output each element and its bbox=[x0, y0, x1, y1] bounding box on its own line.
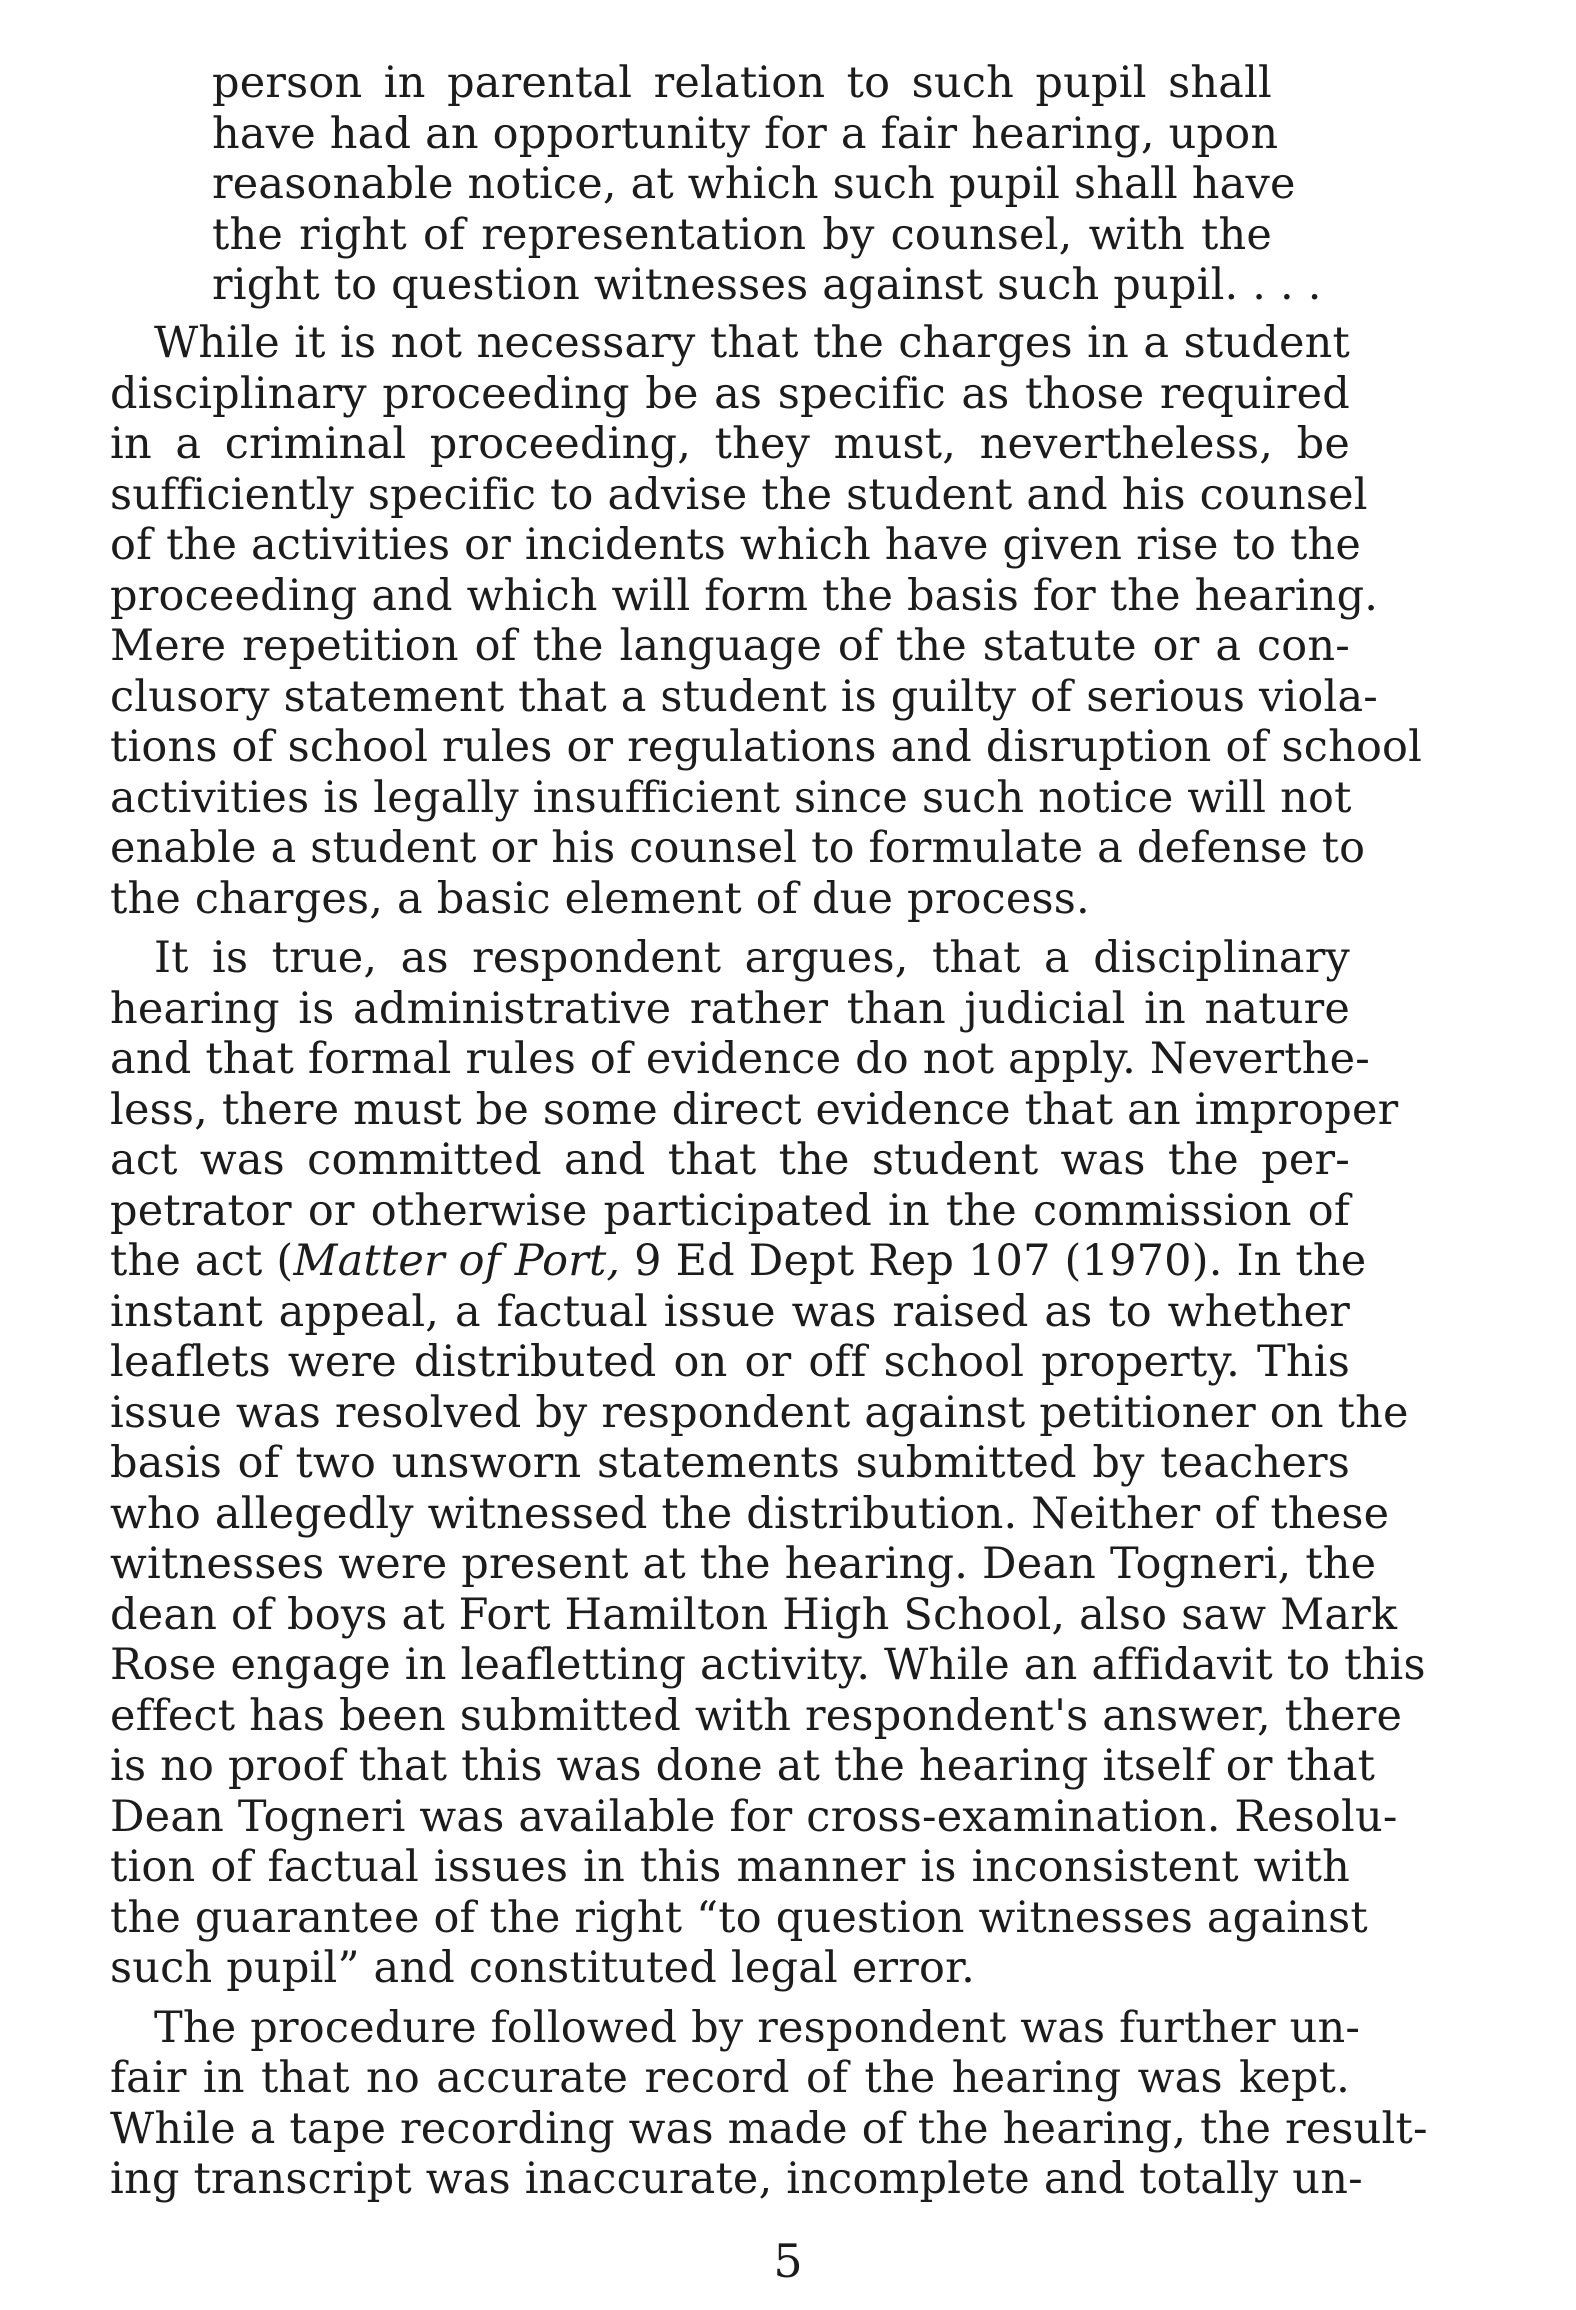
paragraph-evidence-requirement bbox=[110, 933, 1426, 1994]
paragraph-line: Dean Togneri was available for cross-examination. Resolu- bbox=[110, 1791, 1398, 1842]
paragraph-line: ing transcript was inaccurate, incomplete and totally un- bbox=[110, 2154, 1363, 2204]
quote-line: reasonable notice, at which such pupil shall have bbox=[212, 159, 1296, 209]
page-number: 5 bbox=[773, 2234, 803, 2288]
citation-prefix: the act ( bbox=[110, 1236, 294, 1286]
paragraph-line: is no proof that this was done at the hearing itself or that bbox=[110, 1741, 1376, 1791]
paragraph-line: While a tape recording was made of the hearing, the result- bbox=[110, 2103, 1428, 2154]
paragraph-line: tion of factual issues in this manner is inconsistent with bbox=[110, 1842, 1350, 1892]
paragraph-line: issue was resolved by respondent against petitioner on the bbox=[110, 1387, 1409, 1438]
body-text bbox=[110, 318, 1428, 2205]
quote-line: the right of representation by counsel, with the bbox=[212, 209, 1272, 260]
paragraph-line: petrator or otherwise participated in the commission of bbox=[110, 1185, 1350, 1236]
statute-quotation bbox=[212, 58, 1322, 311]
paragraph-line: tions of school rules or regulations and disruption of school bbox=[110, 722, 1423, 772]
paragraph-line: leaflets were distributed on or off school property. This bbox=[110, 1337, 1350, 1387]
paragraph-line: basis of two unsworn statements submitted by teachers bbox=[110, 1438, 1350, 1488]
quote-line: have had an opportunity for a fair hearing, upon bbox=[212, 108, 1279, 159]
paragraph-line: dean of boys at Fort Hamilton High School, also saw Mark bbox=[110, 1589, 1398, 1640]
paragraph-line: the guarantee of the right “to question witnesses against bbox=[110, 1892, 1368, 1943]
paragraph-line: hearing is administrative rather than judicial in nature bbox=[110, 983, 1350, 1034]
paragraph-line: The procedure followed by respondent was further un- bbox=[154, 2002, 1361, 2053]
paragraph-line: act was committed and that the student was the per- bbox=[110, 1135, 1350, 1185]
paragraph-line: effect has been submitted with respondent's answer, there bbox=[110, 1690, 1403, 1741]
paragraph-line: clusory statement that a student is guilty of serious viola- bbox=[110, 671, 1379, 722]
paragraph-line: While it is not necessary that the charges in a student bbox=[154, 318, 1350, 368]
citation-line bbox=[110, 1236, 1367, 1287]
paragraph-line: less, there must be some direct evidence that an improper bbox=[110, 1084, 1399, 1135]
paragraph-line: Rose engage in leafletting activity. While an affidavit to this bbox=[110, 1640, 1426, 1690]
paragraph-specificity-of-charges bbox=[110, 318, 1423, 924]
paragraph-line: the charges, a basic element of due process. bbox=[110, 873, 1090, 924]
paragraph-line: fair in that no accurate record of the hearing was kept. bbox=[110, 2053, 1350, 2103]
quote-line: person in parental relation to such pupil shall bbox=[212, 58, 1272, 108]
paragraph-line: instant appeal, a factual issue was raised as to whether bbox=[110, 1286, 1350, 1337]
paragraph-line: such pupil” and constituted legal error. bbox=[110, 1943, 976, 1993]
paragraph-line: in a criminal proceeding, they must, nevertheless, be bbox=[110, 419, 1350, 469]
paragraph-line: and that formal rules of evidence do not apply. Neverthe- bbox=[110, 1034, 1370, 1084]
paragraph-line: witnesses were present at the hearing. Dean Togneri, the bbox=[110, 1539, 1377, 1589]
paragraph-line: Mere repetition of the language of the statute or a con- bbox=[110, 621, 1350, 671]
paragraph-hearing-record bbox=[110, 2002, 1428, 2205]
paragraph-line: sufficiently specific to advise the student and his counsel bbox=[110, 469, 1368, 520]
citation-suffix: 9 Ed Dept Rep 107 (1970). In the bbox=[620, 1236, 1367, 1286]
quote-line: right to question witnesses against such pupil. . . . bbox=[212, 260, 1322, 310]
paragraph-line: disciplinary proceeding be as specific as those required bbox=[110, 368, 1350, 419]
case-citation: Matter of Port, bbox=[293, 1236, 621, 1286]
paragraph-line: It is true, as respondent argues, that a disciplinary bbox=[154, 933, 1350, 983]
paragraph-line: proceeding and which will form the basis for the hearing. bbox=[110, 570, 1379, 621]
paragraph-line: activities is legally insufficient since such notice will not bbox=[110, 772, 1352, 823]
paragraph-line: who allegedly witnessed the distribution. Neither of these bbox=[110, 1488, 1390, 1539]
paragraph-line: enable a student or his counsel to formulate a defense to bbox=[110, 823, 1366, 873]
paragraph-line: of the activities or incidents which have given rise to the bbox=[110, 520, 1362, 570]
